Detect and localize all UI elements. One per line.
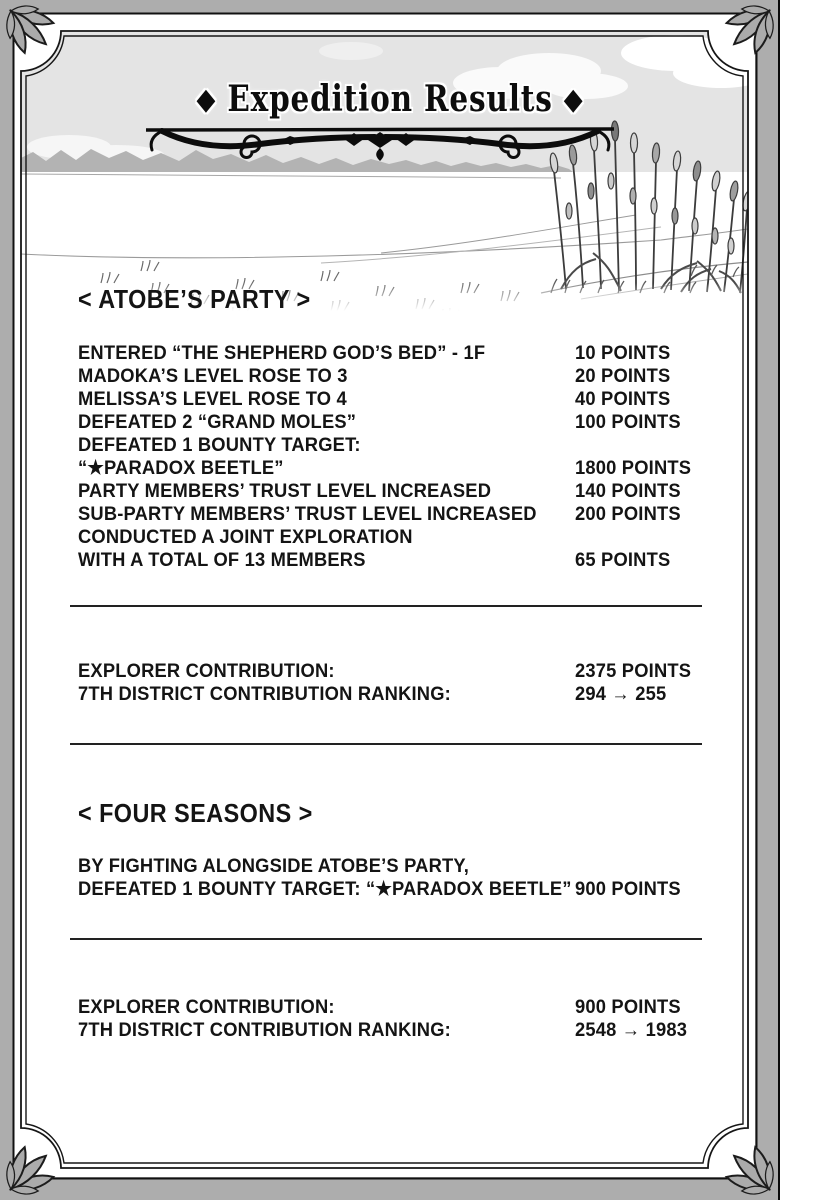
result-row xyxy=(78,365,718,388)
divider-rule xyxy=(70,743,702,745)
summary-value: 294 → 255 xyxy=(575,683,667,705)
flourish-divider xyxy=(140,120,620,166)
summary-label: EXPLORER CONTRIBUTION: xyxy=(78,996,335,1018)
divider-rule xyxy=(70,605,702,607)
result-label: BY FIGHTING ALONGSIDE ATOBE’S PARTY, xyxy=(78,855,470,877)
result-row xyxy=(78,480,718,503)
result-row xyxy=(78,526,718,549)
summary-value: 2548 → 1983 xyxy=(575,1019,688,1041)
summary-label: 7TH DISTRICT CONTRIBUTION RANKING: xyxy=(78,683,451,705)
result-row xyxy=(78,549,718,572)
result-points: 20 POINTS xyxy=(575,365,671,387)
summary-row xyxy=(78,683,718,706)
corner-leaf-ornament xyxy=(2,1126,74,1198)
result-row xyxy=(78,342,718,365)
result-label: SUB-PARTY MEMBERS’ TRUST LEVEL INCREASED xyxy=(78,503,537,525)
result-label: “★PARADOX BEETLE” xyxy=(78,457,284,479)
result-label: DEFEATED 1 BOUNTY TARGET: “★PARADOX BEETLE” xyxy=(78,878,572,900)
corner-leaf-ornament xyxy=(2,2,74,74)
result-label: WITH A TOTAL OF 13 MEMBERS xyxy=(78,549,366,571)
result-label: PARTY MEMBERS’ TRUST LEVEL INCREASED xyxy=(78,480,492,502)
result-row xyxy=(78,878,718,901)
corner-leaf-ornament xyxy=(706,2,778,74)
result-row xyxy=(78,855,718,878)
section-heading-four-seasons: < FOUR SEASONS > xyxy=(78,798,313,828)
result-row xyxy=(78,411,718,434)
page-title-text: Expedition Results xyxy=(227,78,553,120)
result-label: ENTERED “THE SHEPHERD GOD’S BED” - 1F xyxy=(78,342,486,364)
summary-label: EXPLORER CONTRIBUTION: xyxy=(78,660,335,682)
summary-row xyxy=(78,1019,718,1042)
summary-row xyxy=(78,660,718,683)
page-title xyxy=(70,76,710,123)
result-label: DEFEATED 1 BOUNTY TARGET: xyxy=(78,434,361,456)
corner-leaf-ornament xyxy=(706,1126,778,1198)
result-label: DEFEATED 2 “GRAND MOLES” xyxy=(78,411,357,433)
summary-value: 900 POINTS xyxy=(575,996,681,1018)
result-points: 200 POINTS xyxy=(575,503,681,525)
result-row xyxy=(78,503,718,526)
result-label: MADOKA’S LEVEL ROSE TO 3 xyxy=(78,365,348,387)
result-points: 900 POINTS xyxy=(575,878,681,900)
result-row xyxy=(78,457,718,480)
result-points: 100 POINTS xyxy=(575,411,681,433)
result-label: CONDUCTED A JOINT EXPLORATION xyxy=(78,526,413,548)
result-row xyxy=(78,388,718,411)
result-points: 1800 POINTS xyxy=(575,457,692,479)
result-row xyxy=(78,434,718,457)
divider-rule xyxy=(70,938,702,940)
result-points: 10 POINTS xyxy=(575,342,671,364)
summary-label: 7TH DISTRICT CONTRIBUTION RANKING: xyxy=(78,1019,451,1041)
result-label: MELISSA’S LEVEL ROSE TO 4 xyxy=(78,388,347,410)
diamond-icon: ◆ xyxy=(196,82,217,117)
result-points: 40 POINTS xyxy=(575,388,671,410)
section-heading-atobes-party: < ATOBE’S PARTY > xyxy=(78,284,311,314)
result-points: 140 POINTS xyxy=(575,480,681,502)
summary-value: 2375 POINTS xyxy=(575,660,692,682)
diamond-icon: ◆ xyxy=(563,82,584,117)
summary-row xyxy=(78,996,718,1019)
result-points: 65 POINTS xyxy=(575,549,671,571)
